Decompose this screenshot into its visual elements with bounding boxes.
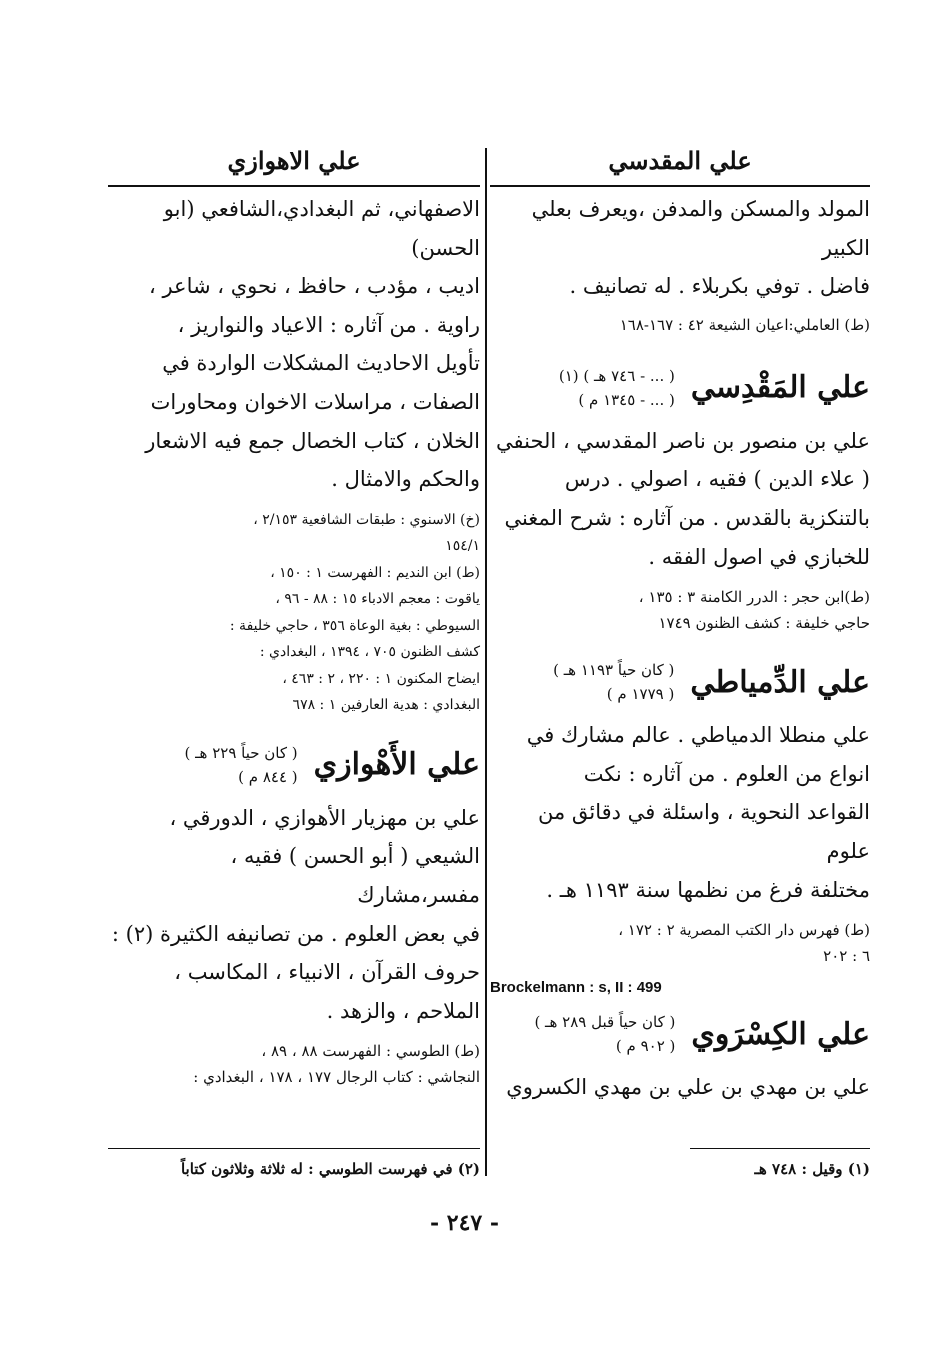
column-divider <box>485 148 487 1176</box>
text-line: ( علاء الدين ) فقيه ، اصولي . درس <box>564 467 870 492</box>
reference-line: ياقوت : معجم الادباء ١٥ : ٨٨ - ٩٦ ، <box>275 591 480 608</box>
latin-reference: Brockelmann : s, II : 499 <box>490 979 662 997</box>
entry-name: علي المَقْدِسي <box>690 370 870 406</box>
date-hijri: ( ... - ٧٤٦ هـ ) (١) <box>558 366 675 385</box>
right-column <box>490 140 870 1107</box>
text-line: اديب ، مؤدب ، حافظ ، نحوي ، شاعر ، <box>149 274 480 299</box>
text-line: علي بن مهدي بن علي بن مهدي الكسروي <box>506 1075 870 1100</box>
reference-line: النجاشي : كتاب الرجال ١٧٧ ، ١٧٨ ، البغدادي : <box>193 1068 480 1087</box>
reference-line: (خ) الاسنوي : طبقات الشافعية ٢/١٥٣ ، <box>253 511 480 528</box>
text-line: علي منطلا الدمياطي . عالم مشارك في <box>526 723 870 748</box>
entry-name: علي الدِّمياطي <box>690 664 870 700</box>
text-line: علي بن مهزيار الأهوازي ، الدورقي ، <box>169 805 480 830</box>
entry-dimyati <box>490 658 870 996</box>
text-line: الصفات ، مراسلات الاخوان ومحاورات <box>150 389 480 414</box>
entry-dates <box>553 658 674 706</box>
entry-dates <box>559 364 675 412</box>
entry-name: علي الأَهْوازي <box>313 747 480 783</box>
text-line: في بعض العلوم . من تصانيفه الكثيرة (٢) : <box>111 921 480 946</box>
text-line: الخلان ، كتاب الخصال جمع فيه الاشعار <box>145 428 480 453</box>
right-column-header: علي المقدسي <box>608 146 752 175</box>
text-line: والحكم والامثال . <box>331 467 480 492</box>
text-line: تأويل الاحاديث المشكلات الواردة في <box>162 351 480 376</box>
left-references <box>108 507 480 719</box>
text-line: بالتنكزية بالقدس . من آثاره : شرح المغني <box>504 505 870 530</box>
text-line: علي بن منصور بن ناصر المقدسي ، الحنفي <box>496 428 870 453</box>
entry-heading <box>490 364 870 412</box>
right-footnote-rule <box>690 1148 870 1149</box>
text-line: للخبازي في اصول الفقه . <box>648 544 870 569</box>
text-line: انواع من العلوم . من آثاره : نكت <box>583 761 870 786</box>
entry-dates <box>534 1010 675 1058</box>
reference-line: كشف الظنون ٧٠٥ ، ١٣٩٤ ، البغدادي : <box>259 644 480 661</box>
text-line: القواعد النحوية ، واسئلة في دقائق من علوم <box>537 800 870 863</box>
text-line: حروف القرآن ، الانبياء ، المكاسب ، <box>174 960 480 985</box>
date-hijri: ( كان حياً ١١٩٣ هـ ) <box>553 661 675 680</box>
reference-line: حاجي خليفة : كشف الظنون ١٧٤٩ <box>658 614 870 633</box>
reference-line: (ط) الطوسي : الفهرست ٨٨ ، ٨٩ ، <box>261 1042 480 1061</box>
date-hijri: ( كان حياً قبل ٢٨٩ هـ ) <box>534 1013 676 1032</box>
reference-line: (ط) العاملي:اعيان الشيعة ٤٢ : ١٦٧-١٦٨ <box>619 315 870 334</box>
text-line: فاضل . توفي بكربلاء . له تصانيف . <box>569 274 870 299</box>
left-continuation <box>108 190 480 719</box>
text-line: الاصفهاني، ثم البغدادي،الشافعي (ابو الحسن) <box>163 197 480 260</box>
reference-line: (ط) ابن النديم : الفهرست ١ : ١٥٠ ، <box>270 564 480 581</box>
date-gregorian: ( ١٧٧٩ م ) <box>606 685 675 704</box>
entry-heading <box>490 1010 870 1058</box>
reference-line: البغدادي : هدية العارفين ١ : ٦٧٨ <box>292 697 480 714</box>
right-continuation <box>490 190 870 338</box>
left-footnote-rule <box>108 1148 480 1149</box>
date-gregorian: ( ٨٤٤ م ) <box>238 767 298 786</box>
reference-line: (ط)ابن حجر : الدرر الكامنة ٣ : ١٣٥ ، <box>638 588 870 607</box>
entry-heading <box>490 658 870 706</box>
text-line: الشيعي ( أبو الحسن ) فقيه ، مفسر،مشارك <box>230 844 480 907</box>
left-column-header: علي الاهوازي <box>227 146 361 175</box>
entry-heading <box>108 741 480 789</box>
entry-name: علي الكِسْرَوي <box>691 1016 870 1052</box>
text-line: المولد والمسكن والمدفن ،ويعرف بعلي الكبير <box>531 197 870 260</box>
entry-maqdisi <box>490 364 870 636</box>
date-gregorian: ( ٩٠٢ م ) <box>615 1037 676 1056</box>
entry-kisrawi <box>490 1010 870 1107</box>
reference-line: ١٥٤/١ <box>445 538 480 555</box>
left-column <box>108 140 480 1090</box>
left-footnote: (٢) في فهرست الطوسي : له ثلاثة وثلاثون كتاباً <box>180 1160 480 1178</box>
text-line: مختلفة فرغ من نظمها سنة ١١٩٣ هـ . <box>546 877 870 902</box>
entry-ahwazi <box>108 741 480 1091</box>
page-number: - ٢٤٧ - <box>429 1210 500 1236</box>
date-gregorian: ( ... - ١٣٤٥ م ) <box>578 390 675 409</box>
text-line: الملاحم ، والزهد . <box>326 998 480 1023</box>
reference-line: ايضاح المكنون ١ : ٢٢٠ ، ٢ : ٤٦٣ ، <box>282 670 480 687</box>
text-line: راوية . من آثاره : الاعياد والنواريز ، <box>177 312 480 337</box>
reference-line: ٦ : ٢٠٢ <box>823 947 870 966</box>
right-footnote: (١) وقيل : ٧٤٨ هـ <box>754 1160 870 1178</box>
reference-line: السيوطي : بغية الوعاة ٣٥٦ ، حاجي خليفة : <box>229 617 480 634</box>
reference-line: (ط) فهرس دار الكتب المصرية ٢ : ١٧٢ ، <box>618 921 870 940</box>
date-hijri: ( كان حياً ٢٢٩ هـ ) <box>184 743 298 762</box>
entry-dates <box>185 741 298 789</box>
